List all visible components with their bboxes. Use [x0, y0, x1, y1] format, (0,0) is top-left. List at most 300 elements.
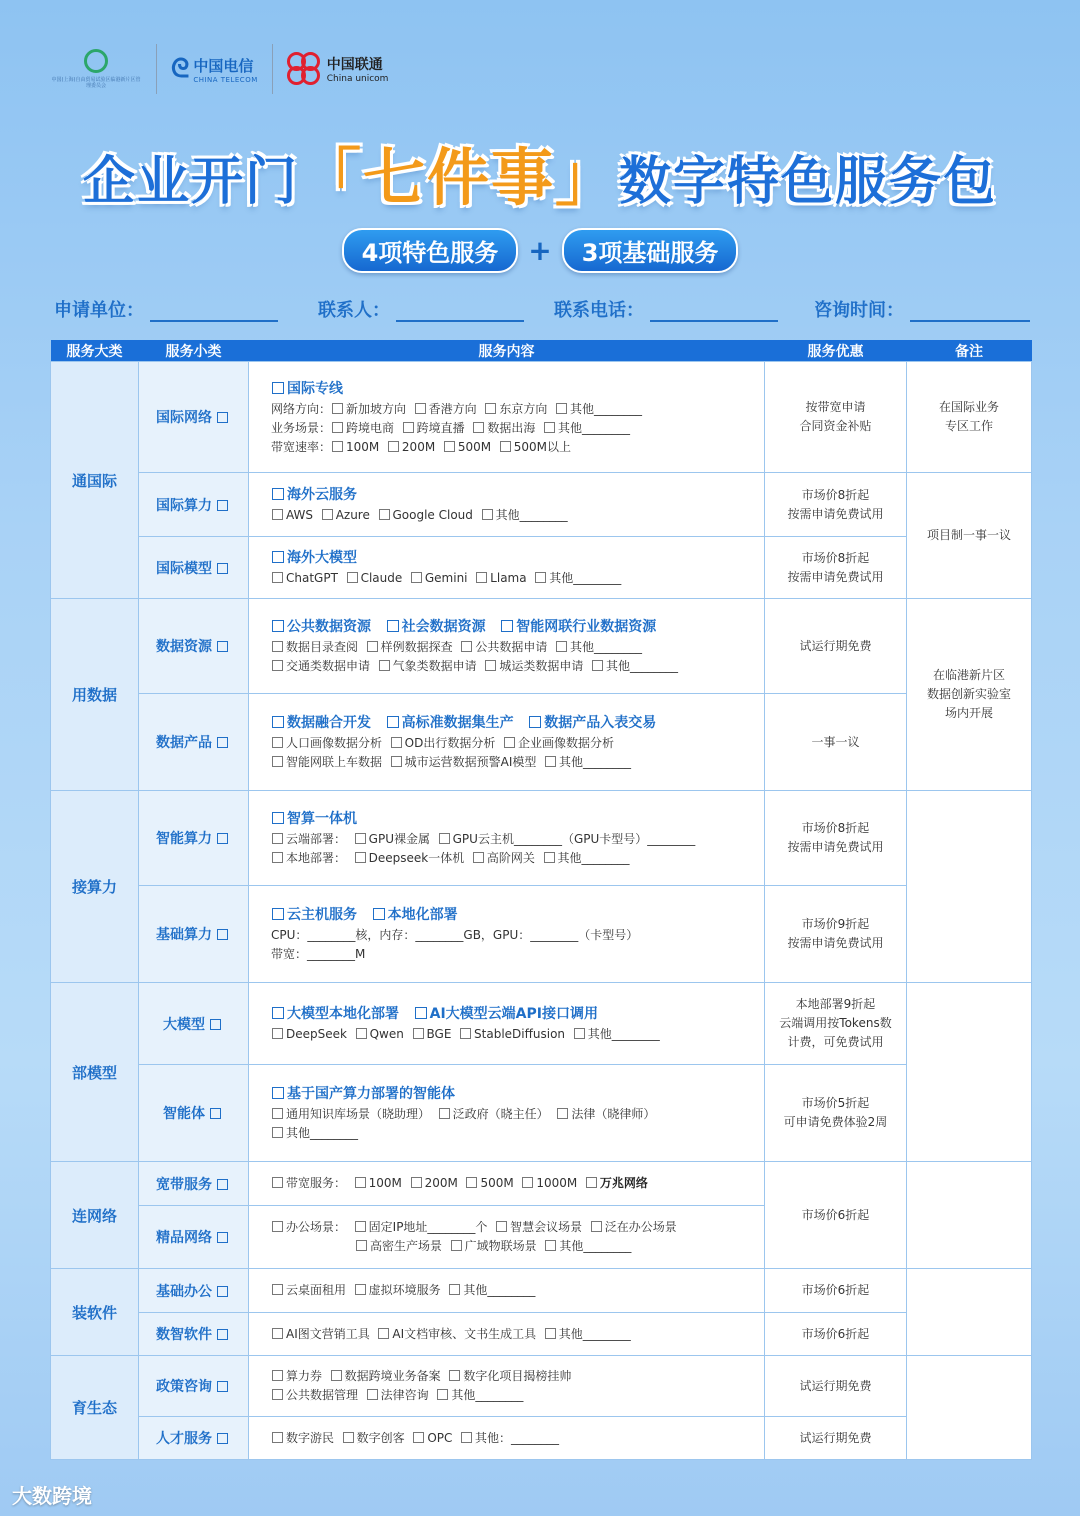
option-label: 香港方向: [428, 401, 477, 416]
option-line: [271, 1237, 746, 1256]
option-line: [271, 753, 746, 772]
option-label: 500M以上: [513, 439, 571, 454]
option-checkbox[interactable]: [379, 660, 390, 671]
option-checkbox[interactable]: [355, 852, 366, 863]
note-cell: [907, 599, 1032, 791]
discount-line: 按需申请免费试用: [787, 569, 884, 584]
option-line: [271, 1105, 746, 1124]
option-checkbox[interactable]: [485, 403, 496, 414]
option-checkbox[interactable]: [272, 833, 283, 844]
discount-cell: [765, 886, 907, 983]
content-heading: [271, 808, 746, 830]
content-cell: [249, 537, 765, 599]
option-line: [271, 438, 746, 457]
subcategory-cell[interactable]: [139, 1162, 249, 1206]
option-checkbox[interactable]: [461, 1432, 472, 1443]
service-pills: [0, 228, 1080, 273]
option-checkbox[interactable]: [272, 1370, 283, 1381]
subcategory-cell[interactable]: [139, 1313, 249, 1356]
option-line: [271, 830, 746, 849]
option-checkbox[interactable]: [504, 737, 515, 748]
subcategory-checkbox[interactable]: [217, 1232, 228, 1243]
option-checkbox[interactable]: [272, 737, 283, 748]
option-label: 本地部署：: [286, 851, 347, 865]
option-line: [271, 400, 746, 419]
option-checkbox[interactable]: [439, 1108, 450, 1119]
option-label: 泛在办公场景: [604, 1220, 677, 1234]
note-cell: [907, 983, 1032, 1162]
option-line: [271, 1025, 746, 1044]
option-checkbox[interactable]: [388, 441, 399, 452]
content-cell: [249, 1356, 765, 1417]
content-cell: [249, 362, 765, 473]
option-checkbox[interactable]: [322, 509, 333, 520]
option-label: Azure: [335, 508, 370, 522]
option-line: [271, 506, 746, 525]
subcategory-label: 大模型: [163, 1016, 205, 1033]
option-checkbox[interactable]: [473, 422, 484, 433]
option-checkbox[interactable]: [473, 852, 484, 863]
option-label: 泛政府（晓主任）: [452, 1107, 549, 1121]
option-label: 智慧会议场景: [510, 1220, 583, 1234]
option-checkbox[interactable]: [415, 403, 426, 414]
heading-checkbox[interactable]: [373, 908, 385, 920]
category-cell: 装软件: [51, 1269, 139, 1356]
option-checkbox[interactable]: [403, 422, 414, 433]
option-label: 人口画像数据分析: [286, 736, 383, 750]
content-heading: [271, 1003, 746, 1025]
heading-label: 高标准数据集生产: [401, 715, 514, 731]
heading-label: 公共数据资源: [287, 619, 371, 635]
option-checkbox[interactable]: [574, 1028, 585, 1039]
subcategory-checkbox[interactable]: [217, 1286, 228, 1297]
option-checkbox[interactable]: [451, 1240, 462, 1251]
subcategory-cell[interactable]: [139, 791, 249, 886]
option-label: StableDiffusion: [474, 1027, 566, 1041]
discount-cell: [765, 473, 907, 537]
option-checkbox[interactable]: [411, 1177, 422, 1188]
option-checkbox[interactable]: [535, 572, 546, 583]
content-heading: [271, 378, 746, 400]
subcategory-checkbox[interactable]: [217, 563, 228, 574]
option-label: 其他________: [558, 1326, 631, 1341]
gov-logo: [36, 42, 156, 96]
option-label: GPU裸金属: [368, 832, 430, 846]
option-line-label: 带宽速率：: [271, 439, 332, 454]
option-label: 数据跨境业务备案: [344, 1369, 441, 1383]
option-label: 企业画像数据分析: [517, 736, 614, 750]
content-heading: [271, 616, 746, 638]
option-label: 其他：________: [475, 1430, 560, 1445]
option-label: 跨境直播: [416, 420, 465, 435]
option-checkbox[interactable]: [272, 1221, 283, 1232]
content-heading: [271, 904, 746, 926]
option-line: [271, 1429, 746, 1448]
option-checkbox[interactable]: [391, 756, 402, 767]
option-checkbox[interactable]: [391, 737, 402, 748]
discount-line: 云端调用按Tokens数: [779, 1016, 892, 1030]
logo-bar: [36, 40, 402, 98]
discount-line: 按需申请免费试用: [787, 936, 884, 950]
heading-label: 国际专线: [287, 380, 343, 397]
option-checkbox[interactable]: [355, 1284, 366, 1295]
option-checkbox[interactable]: [355, 1221, 366, 1232]
option-checkbox[interactable]: [466, 1177, 477, 1188]
globe-icon: [84, 49, 108, 73]
option-checkbox[interactable]: [544, 852, 555, 863]
option-checkbox[interactable]: [476, 572, 487, 583]
contact-label: 联系人：: [318, 300, 390, 321]
discount-cell: [765, 362, 907, 473]
option-checkbox[interactable]: [556, 403, 567, 414]
option-checkbox[interactable]: [592, 660, 603, 671]
option-checkbox[interactable]: [272, 509, 283, 520]
subcategory-label: 国际网络: [156, 410, 212, 426]
unit-field[interactable]: [150, 300, 278, 322]
option-label: AI图文营销工具: [286, 1326, 370, 1341]
content-cell: [249, 1162, 765, 1206]
option-label: 其他________: [605, 659, 678, 673]
note-line: 场内开展: [944, 706, 993, 720]
note-cell: [907, 1162, 1032, 1269]
heading-label: 云主机服务: [287, 907, 357, 923]
option-checkbox[interactable]: [272, 756, 283, 767]
option-checkbox[interactable]: [343, 1432, 354, 1443]
option-checkbox[interactable]: [367, 641, 378, 652]
discount-line: 合同资金补贴: [799, 419, 872, 433]
note-cell: [907, 791, 1032, 983]
phone-field[interactable]: [650, 300, 778, 322]
heading-checkbox[interactable]: [387, 620, 399, 632]
option-label: OD出行数据分析: [404, 736, 496, 750]
option-checkbox[interactable]: [437, 1389, 448, 1400]
option-line: [271, 1218, 746, 1237]
option-label: 跨境电商: [346, 420, 395, 435]
option-label: 算力券: [286, 1369, 323, 1383]
option-checkbox[interactable]: [461, 641, 472, 652]
subcategory-cell[interactable]: [139, 983, 249, 1065]
option-label: Claude: [360, 571, 403, 585]
option-label: 其他________: [559, 1239, 632, 1253]
china-unicom-logo: [273, 42, 403, 96]
subcategory-checkbox[interactable]: [217, 1179, 228, 1190]
option-line: [271, 569, 746, 588]
option-label: Llama: [490, 571, 527, 585]
option-label: 公共数据申请: [475, 640, 548, 654]
option-checkbox[interactable]: [557, 1108, 568, 1119]
option-checkbox[interactable]: [347, 572, 358, 583]
option-checkbox[interactable]: [413, 1028, 424, 1039]
discount-line: 市场价6折起: [801, 1326, 870, 1341]
subcategory-checkbox[interactable]: [217, 500, 228, 511]
subcategory-cell[interactable]: [139, 473, 249, 537]
subcategory-cell[interactable]: [139, 1417, 249, 1460]
heading-label: 海外云服务: [287, 487, 357, 503]
header-discount: 服务优惠: [765, 340, 907, 362]
subcategory-checkbox[interactable]: [210, 1108, 221, 1119]
content-cell: [249, 599, 765, 694]
discount-line: 计费，可免费试用: [787, 1035, 884, 1049]
heading-label: 智能网联行业数据资源: [516, 619, 657, 635]
option-label: Google Cloud: [392, 508, 473, 522]
option-checkbox[interactable]: [272, 660, 283, 671]
discount-line: 按需申请免费试用: [787, 840, 884, 854]
time-label: 咨询时间：: [814, 300, 904, 321]
option-label: ChatGPT: [286, 571, 338, 585]
note-cell: [907, 1269, 1032, 1356]
telecom-name-en: CHINA TELECOM: [193, 75, 258, 84]
option-checkbox[interactable]: [272, 1127, 283, 1138]
option-label: AWS: [286, 508, 314, 522]
discount-line: 试运行期免费: [799, 638, 872, 653]
category-cell: 育生态: [51, 1356, 139, 1460]
subcategory-cell[interactable]: [139, 537, 249, 599]
option-label: 万兆网络: [599, 1176, 648, 1190]
subcategory-checkbox[interactable]: [217, 929, 228, 940]
service-table: [50, 340, 1032, 1460]
heading-checkbox[interactable]: [272, 908, 284, 920]
header-note: 备注: [907, 340, 1032, 362]
discount-cell: [765, 599, 907, 694]
option-checkbox[interactable]: [272, 572, 283, 583]
content-heading: [271, 547, 746, 569]
content-cell: [249, 983, 765, 1065]
option-checkbox[interactable]: [500, 441, 511, 452]
heading-checkbox[interactable]: [529, 716, 541, 728]
heading-checkbox[interactable]: [272, 812, 284, 824]
content-cell: [249, 473, 765, 537]
option-checkbox[interactable]: [272, 1389, 283, 1400]
note-line: 在临港新片区: [932, 668, 1005, 682]
subcategory-checkbox[interactable]: [217, 1433, 228, 1444]
heading-checkbox[interactable]: [501, 620, 513, 632]
content-cell: [249, 886, 765, 983]
unit-label: 申请单位：: [54, 300, 144, 321]
option-checkbox[interactable]: [586, 1177, 597, 1188]
heading-checkbox[interactable]: [272, 382, 284, 394]
option-label: BGE: [426, 1027, 452, 1041]
option-checkbox[interactable]: [356, 1028, 367, 1039]
unicom-name: 中国联通: [326, 57, 383, 73]
discount-line: 一事一议: [811, 734, 860, 749]
option-checkbox[interactable]: [413, 1432, 424, 1443]
option-label: 200M: [401, 439, 436, 454]
discount-cell: [765, 983, 907, 1065]
option-checkbox[interactable]: [522, 1177, 533, 1188]
option-checkbox[interactable]: [545, 1240, 556, 1251]
heading-label: 大模型本地化部署: [287, 1006, 399, 1022]
option-label: DeepSeek: [286, 1027, 347, 1041]
heading-checkbox[interactable]: [272, 551, 284, 563]
content-cell: [249, 1206, 765, 1269]
option-checkbox[interactable]: [332, 422, 343, 433]
heading-checkbox[interactable]: [272, 620, 284, 632]
discount-cell: [765, 694, 907, 791]
option-checkbox[interactable]: [485, 660, 496, 671]
heading-checkbox[interactable]: [272, 1087, 284, 1099]
discount-line: 市场价8折起: [801, 821, 870, 835]
option-checkbox[interactable]: [272, 1177, 283, 1188]
discount-line: 试运行期免费: [799, 1378, 872, 1393]
subcategory-checkbox[interactable]: [217, 1329, 228, 1340]
category-cell: 连网络: [51, 1162, 139, 1269]
option-label: 其他________: [495, 508, 568, 522]
option-checkbox[interactable]: [444, 441, 455, 452]
option-line: [271, 657, 746, 676]
contact-field[interactable]: [396, 300, 524, 322]
subcategory-checkbox[interactable]: [217, 641, 228, 652]
option-label: 新加坡方向: [346, 401, 407, 416]
header-subcategory: 服务小类: [139, 340, 249, 362]
option-checkbox[interactable]: [272, 641, 283, 652]
option-label: 其他________: [451, 1388, 524, 1402]
heading-checkbox[interactable]: [272, 716, 284, 728]
subcategory-checkbox[interactable]: [210, 1019, 221, 1030]
subcategory-checkbox[interactable]: [217, 833, 228, 844]
telecom-name: 中国电信: [193, 56, 254, 75]
option-checkbox[interactable]: [272, 1108, 283, 1119]
option-checkbox[interactable]: [591, 1221, 602, 1232]
option-label: 数据出海: [487, 420, 536, 435]
option-checkbox[interactable]: [496, 1221, 507, 1232]
subcategory-cell[interactable]: [139, 1065, 249, 1162]
option-checkbox[interactable]: [356, 1240, 367, 1251]
option-checkbox[interactable]: [545, 756, 556, 767]
subcategory-checkbox[interactable]: [217, 737, 228, 748]
discount-line: 市场价6折起: [801, 1207, 870, 1222]
option-label: 1000M: [536, 1176, 578, 1190]
option-checkbox[interactable]: [482, 509, 493, 520]
option-checkbox[interactable]: [355, 1177, 366, 1188]
option-line: [271, 1386, 746, 1405]
discount-line: 市场价5折起: [801, 1096, 870, 1110]
subcategory-label: 精品网络: [156, 1230, 212, 1246]
option-label: 云端部署：: [286, 832, 347, 846]
option-checkbox[interactable]: [367, 1389, 378, 1400]
subcategory-label: 智能算力: [156, 831, 212, 847]
heading-label: 数据融合开发: [287, 715, 371, 731]
option-line: [271, 1174, 746, 1193]
option-checkbox[interactable]: [545, 1328, 556, 1339]
option-label: 办公场景：: [286, 1220, 347, 1234]
option-checkbox[interactable]: [272, 1028, 283, 1039]
subcategory-checkbox[interactable]: [217, 412, 228, 423]
discount-line: 可申请免费体验2周: [783, 1115, 888, 1129]
subcategory-cell[interactable]: [139, 694, 249, 791]
option-checkbox[interactable]: [272, 1284, 283, 1295]
discount-line: 市场价8折起: [801, 550, 870, 565]
option-checkbox[interactable]: [272, 1432, 283, 1443]
option-checkbox[interactable]: [544, 422, 555, 433]
option-checkbox[interactable]: [331, 1370, 342, 1381]
option-label: 公共数据管理: [286, 1388, 359, 1402]
content-cell: [249, 1313, 765, 1356]
option-label: 其他________: [463, 1283, 536, 1297]
option-checkbox[interactable]: [332, 403, 343, 414]
spec-line: 带宽：________M: [271, 947, 366, 961]
option-checkbox[interactable]: [460, 1028, 471, 1039]
heading-checkbox[interactable]: [415, 1007, 427, 1019]
option-label: 其他________: [569, 640, 642, 654]
content-cell: [249, 1269, 765, 1313]
watermark: 大数跨境: [12, 1484, 92, 1508]
subcategory-cell[interactable]: [139, 886, 249, 983]
heading-label: 本地化部署: [387, 907, 458, 923]
content-heading: [271, 1083, 746, 1105]
heading-checkbox[interactable]: [272, 488, 284, 500]
subcategory-cell[interactable]: [139, 1206, 249, 1269]
option-checkbox[interactable]: [272, 852, 283, 863]
option-checkbox[interactable]: [272, 1328, 283, 1339]
header-content: 服务内容: [249, 340, 765, 362]
option-line: [271, 1281, 746, 1300]
heading-checkbox[interactable]: [272, 1007, 284, 1019]
option-label: 城运类数据申请: [499, 659, 584, 673]
option-label: Gemini: [424, 571, 468, 585]
title-post: 数字特色服务包: [619, 152, 998, 212]
subcategory-cell[interactable]: [139, 1356, 249, 1417]
option-label: 法律（晓律师）: [571, 1107, 656, 1121]
subcategory-label: 宽带服务: [156, 1176, 212, 1193]
option-label: 样例数据探查: [380, 640, 453, 654]
option-label: 其他________: [587, 1027, 660, 1041]
option-label: 虚拟环境服务: [368, 1283, 441, 1297]
option-checkbox[interactable]: [439, 833, 450, 844]
option-checkbox[interactable]: [355, 833, 366, 844]
heading-label: AI大模型云端API接口调用: [429, 1006, 598, 1022]
note-line: 数据创新实验室: [926, 687, 1011, 701]
option-line: [271, 1367, 746, 1386]
option-label: 通用知识库场景（晓助理）: [286, 1107, 431, 1121]
option-label: 500M: [480, 1176, 514, 1190]
option-label: 数据目录查阅: [286, 640, 359, 654]
option-checkbox[interactable]: [379, 509, 390, 520]
discount-line: 市场价9折起: [801, 917, 870, 931]
subcategory-label: 基础办公: [156, 1283, 212, 1300]
option-label: GPU云主机________（GPU卡型号）________: [452, 832, 696, 846]
subcategory-label: 人才服务: [156, 1431, 212, 1447]
heading-label: 基于国产算力部署的智能体: [287, 1086, 455, 1102]
heading-checkbox[interactable]: [387, 716, 399, 728]
option-checkbox[interactable]: [449, 1370, 460, 1381]
option-checkbox[interactable]: [332, 441, 343, 452]
discount-line: 本地部署9折起: [795, 997, 876, 1011]
option-line: [271, 419, 746, 438]
header-category: 服务大类: [51, 340, 139, 362]
heading-label: 海外大模型: [287, 550, 357, 566]
discount-cell: [765, 537, 907, 599]
subcategory-cell[interactable]: [139, 1269, 249, 1313]
time-field[interactable]: [910, 300, 1030, 322]
option-label: 其他________: [286, 1126, 359, 1140]
option-checkbox[interactable]: [449, 1284, 460, 1295]
option-label: 法律咨询: [380, 1388, 429, 1402]
option-checkbox[interactable]: [556, 641, 567, 652]
discount-cell: [765, 1313, 907, 1356]
subcategory-cell[interactable]: [139, 599, 249, 694]
subcategory-cell[interactable]: [139, 362, 249, 473]
option-label: 东京方向: [499, 401, 548, 416]
option-label: 100M: [368, 1176, 402, 1190]
subcategory-label: 国际模型: [156, 560, 212, 577]
option-label: 智能网联上车数据: [286, 755, 383, 769]
content-heading: [271, 484, 746, 506]
subcategory-checkbox[interactable]: [217, 1381, 228, 1392]
gov-logo-text: 中国(上海)自由贸易试验区临港新片区管理委员会: [51, 77, 141, 89]
discount-cell: [765, 1162, 907, 1269]
option-checkbox[interactable]: [411, 572, 422, 583]
option-checkbox[interactable]: [378, 1328, 389, 1339]
